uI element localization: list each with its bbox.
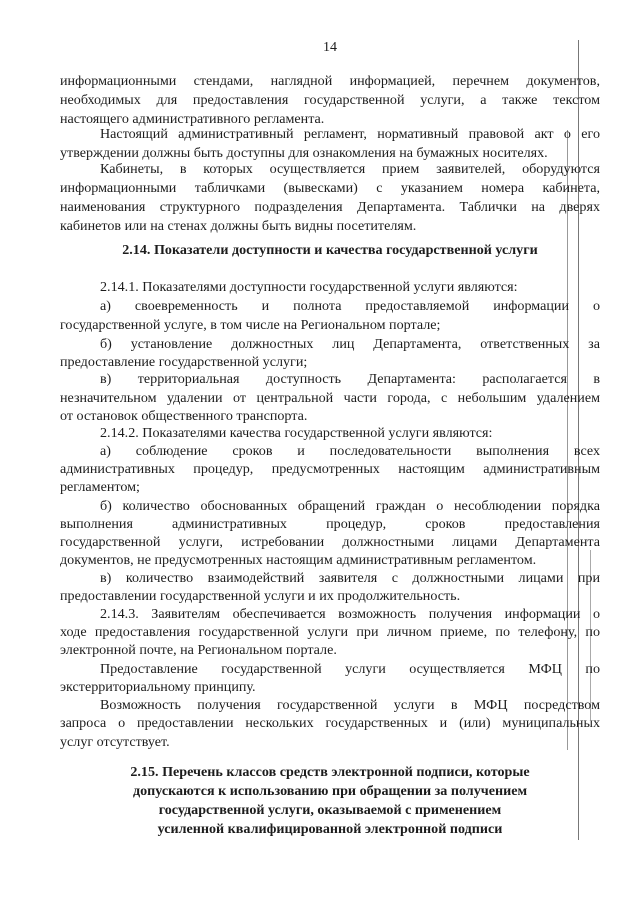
text-line: предоставление государственной услуги; (60, 354, 308, 370)
text-line: государственной услуги, истребовании должностными лицами Департамента (60, 534, 600, 550)
text-line: наименования структурного подразделения Департамента. Таблички на дверях (60, 199, 600, 215)
page-number: 14 (323, 40, 337, 55)
text-line: необходимых для предоставления государственной услуги, а также текстом (60, 92, 600, 108)
text-line: Предоставление государственной услуги осуществляется МФЦ по (100, 661, 600, 677)
text-line: Возможность получения государственной услуги в МФЦ посредством (100, 697, 600, 713)
text-line: 2.14.1. Показателями доступности государственной услуги являются: (100, 279, 518, 295)
section-heading-2-15: усиленной квалифицированной электронной подписи (157, 821, 503, 837)
text-line: Настоящий административный регламент, нормативный правовой акт о его (100, 126, 600, 142)
text-line: экстерриториальному принципу. (60, 679, 256, 695)
section-heading-2-15: допускаются к использованию при обращении за получением (132, 783, 528, 799)
text-line: запроса о предоставлении нескольких государственных и (или) муниципальных (60, 715, 600, 731)
section-heading-2-14: 2.14. Показатели доступности и качества государственной услуги (122, 242, 538, 258)
text-line: административных процедур, предусмотренных настоящим административным (60, 461, 600, 477)
text-line: настоящего административного регламента. (60, 111, 325, 127)
text-line: документов, не предусмотренных настоящим административным регламентом. (60, 552, 537, 568)
section-heading-2-15: государственной услуги, оказываемой с применением (158, 802, 502, 818)
text-line: предоставлении государственной услуги и их продолжительность. (60, 588, 461, 604)
text-line: б) установление должностных лиц Департамента, ответственных за (100, 336, 600, 352)
text-line: Кабинеты, в которых осуществляется прием заявителей, оборудуются (100, 161, 600, 177)
text-line: 2.14.3. Заявителям обеспечивается возможность получения информации о (100, 606, 600, 622)
text-line: утверждении должны быть доступны для ознакомления на бумажных носителях. (60, 145, 548, 161)
text-line: кабинетов или на стенах должны быть видны посетителям. (60, 218, 417, 234)
text-line: 2.14.2. Показателями качества государственной услуги являются: (100, 425, 493, 441)
text-line: от остановок общественного транспорта. (60, 408, 308, 424)
text-line: ходе предоставления государственной услуги при личном приеме, по телефону, по (60, 624, 600, 640)
section-heading-2-15: 2.15. Перечень классов средств электронной подписи, которые (130, 764, 530, 780)
text-line: информационными табличками (вывесками) с указанием номера кабинета, (60, 180, 600, 196)
text-line: государственной услуге, в том числе на Региональном портале; (60, 317, 441, 333)
text-line: в) количество взаимодействий заявителя с должностными лицами при (100, 570, 600, 586)
text-line: а) своевременность и полнота предоставляемой информации о (100, 298, 600, 314)
text-line: в) территориальная доступность Департамента: располагается в (100, 371, 600, 387)
text-line: незначительном удалении от центральной части города, с небольшим удалением (60, 390, 600, 406)
text-line: регламентом; (60, 479, 140, 495)
text-line: б) количество обоснованных обращений граждан о несоблюдении порядка (100, 498, 600, 514)
text-line: информационными стендами, наглядной информацией, перечнем документов, (60, 73, 600, 89)
text-line: услуг отсутствует. (60, 734, 170, 750)
text-line: а) соблюдение сроков и последовательности выполнения всех (100, 443, 600, 459)
text-line: электронной почте, на Региональном портале. (60, 642, 337, 658)
text-line: выполнения административных процедур, сроков предоставления (60, 516, 600, 532)
